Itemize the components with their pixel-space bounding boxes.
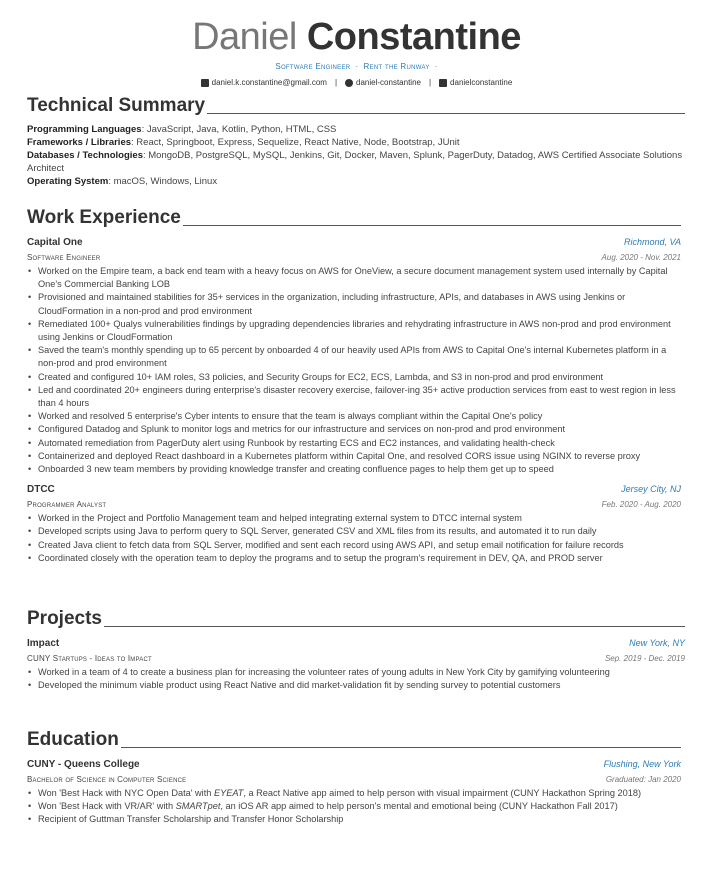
date-range: Feb. 2020 - Aug. 2020 — [601, 500, 681, 510]
bullet-item: • Onboarded 3 new team members by providing knowledge transfer and creating confluence pages to help them get up to speed — [27, 463, 681, 476]
bullet-list — [27, 265, 681, 476]
skill-label: Frameworks / Libraries — [27, 137, 132, 148]
bullet-text: , a React Native app aimed to help person with visual impairment (CUNY Hackathon Spring 2018) — [243, 788, 642, 798]
skill-row — [27, 123, 685, 136]
contact-separator: | — [428, 78, 432, 87]
section-heading — [27, 729, 681, 751]
work-experience-section — [27, 207, 681, 565]
bullet-text: Recipient of Guttman Transfer Scholarship and Transfer Honor Scholarship — [38, 814, 344, 825]
section-title: Work Experience — [27, 207, 181, 228]
entry-subheader — [27, 775, 681, 784]
bullet-item: • Coordinated closely with the operation team to deploy the programs and to setup the program's requirement in DEV, QA, and PROD server — [27, 552, 681, 565]
experience-entry — [27, 759, 681, 827]
github-text: daniel-constantine — [356, 78, 421, 87]
position-title: Software Engineer — [275, 62, 351, 71]
skill-value: : JavaScript, Java, Kotlin, Python, HTML, CSS — [141, 124, 337, 135]
section-rule — [183, 225, 681, 226]
role-title: CUNY Startups - Ideas to Impact — [27, 654, 152, 663]
bullet-item: • Containerized and deployed React dashboard in a Kubernetes platform within Capital One, and resolved CORS issue using NGINX to reverse proxy — [27, 450, 681, 463]
organization-name: Capital One — [27, 237, 83, 248]
date-range: Sep. 2019 - Dec. 2019 — [604, 654, 685, 663]
experience-entry — [27, 237, 681, 476]
section-rule — [121, 747, 681, 748]
skill-row — [27, 149, 685, 175]
organization-name: CUNY - Queens College — [27, 759, 140, 770]
bullet-item: • Created Java client to fetch data from SQL Server, modified and sent each record using AWS API, and setup email notification for failure records — [27, 539, 681, 552]
linkedin-icon — [439, 79, 447, 87]
section-title: Education — [27, 729, 119, 750]
skill-label: Databases / Technologies — [27, 150, 143, 161]
project-name: EYEAT — [213, 788, 244, 798]
project-name: SMARTpet — [175, 801, 221, 812]
location: Flushing, New York — [603, 759, 681, 769]
bullet-item: • Provisioned and maintained stabilities for 35+ services in the organization, including infrastructure, APIs, and databases in AWS using Jenkins or CloudFormation in a non-prod and prod environment — [27, 291, 681, 317]
date-range: Aug. 2020 - Nov. 2021 — [601, 253, 681, 262]
location: Jersey City, NJ — [621, 484, 681, 495]
bullet-item: • Developed scripts using Java to perform query to SQL Server, generated CSV and XML files from its results, and automated it to run daily — [27, 525, 681, 538]
role-title: Programmer Analyst — [27, 500, 107, 510]
experience-entry — [27, 484, 681, 565]
section-rule — [104, 626, 685, 627]
contact-line — [0, 78, 713, 87]
date-range: Graduated: Jan 2020 — [605, 775, 681, 784]
skill-value: : React, Springboot, Express, Sequelize, React Native, Node, Bootstrap, JUnit — [131, 137, 460, 148]
envelope-icon — [201, 79, 209, 87]
entry-header — [27, 237, 681, 248]
full-name — [0, 16, 713, 58]
position-trail: · — [434, 62, 438, 71]
experience-entry — [27, 638, 685, 692]
first-name: Daniel — [192, 16, 297, 58]
github-icon — [345, 79, 353, 87]
bullet-list — [27, 787, 681, 827]
section-heading — [27, 95, 685, 117]
bullet-item — [27, 787, 681, 800]
position-separator: · — [355, 62, 359, 71]
organization-name: Impact — [27, 638, 60, 649]
skill-value: : MongoDB, PostgreSQL, MySQL, Jenkins, Git, Docker, Maven, Splunk, PagerDuty, Datadog, AWS Certified Associate Solutions Architect — [27, 150, 683, 174]
bullet-item: • Developed the minimum viable product using React Native and did market-validation fit by sending survey to potential customers — [27, 679, 685, 692]
location: Richmond, VA — [623, 237, 681, 247]
bullet-item — [27, 800, 681, 813]
entry-header — [27, 638, 685, 649]
section-rule — [207, 113, 685, 114]
skill-label: Operating System — [27, 176, 109, 187]
bullet-item: • Saved the team's monthly spending up to 65 percent by onboarded 4 of our heavily used APIs from AWS to Capital One's internal Kubernetes platform in a non-prod and prod environment — [27, 344, 681, 370]
resume-header — [0, 0, 713, 87]
bullet-item — [27, 813, 681, 826]
work-entries — [27, 237, 681, 565]
section-title: Projects — [27, 608, 102, 629]
entry-subheader — [27, 654, 685, 663]
education-entries — [27, 759, 681, 827]
email-text: daniel.k.constantine@gmail.com — [211, 78, 327, 87]
project-entries — [27, 638, 685, 692]
linkedin-text: danielconstantine — [450, 78, 513, 87]
last-name: Constantine — [306, 16, 521, 58]
section-title: Technical Summary — [27, 95, 206, 116]
location: New York, NY — [629, 638, 685, 648]
entry-header — [27, 484, 681, 495]
bullet-item: • Worked in a team of 4 to create a business plan for increasing the volunteer rates of young adults in New York City by gamifying volunteering — [27, 666, 685, 679]
bullet-list — [27, 512, 681, 565]
bullet-item: • Worked in the Project and Portfolio Management team and helped integrating external system to DTCC internal system — [27, 512, 681, 525]
entry-subheader — [27, 253, 681, 262]
bullet-item: • Remediated 100+ Qualys vulnerabilities findings by upgrading dependencies libraries and rehydrating infrastructure in AWS non-prod and prod environment using Jenkins or CloudFormation — [27, 318, 681, 344]
entry-header — [27, 759, 681, 770]
skill-row — [27, 175, 685, 188]
skill-row — [27, 136, 685, 149]
technical-summary-section — [27, 95, 685, 188]
bullet-item: • Created and configured 10+ IAM roles, S3 policies, and Security Groups for EC2, ECS, Lambda, and S3 in non-prod and prod environment — [27, 371, 681, 384]
bullet-text: , an iOS AR app aimed to help person's mental and emotional being (CUNY Hackathon Fall 2017) — [220, 801, 618, 812]
position-company: Rent the Runway — [363, 62, 430, 71]
bullet-text: Won 'Best Hack with VR/AR' with — [38, 801, 176, 812]
bullet-item: • Led and coordinated 20+ engineers during enterprise's disaster recovery exercise, failover-ing 35+ active production services from east to west region in less than 4 hours — [27, 384, 681, 410]
section-heading — [27, 207, 681, 229]
github-link[interactable] — [345, 78, 421, 87]
bullet-item: • Automated remediation from PagerDuty alert using Runbook by restarting ECS and EC2 instances, and validating health-check — [27, 437, 681, 450]
bullet-item: • Worked and resolved 5 enterprise's Cyber intents to ensure that the team is always compliant within the Capital One's policy — [27, 410, 681, 423]
bullet-list — [27, 666, 685, 692]
bullet-item: • Configured Datadog and Splunk to monitor logs and metrics for our infrastructure and services on non-prod and prod environment — [27, 423, 681, 436]
role-title: Bachelor of Science in Computer Science — [27, 775, 187, 784]
projects-section — [27, 608, 685, 692]
skills-list — [27, 123, 685, 188]
contact-separator: | — [334, 78, 338, 87]
organization-name: DTCC — [27, 484, 55, 496]
linkedin-link[interactable] — [439, 78, 512, 87]
skill-value: : macOS, Windows, Linux — [108, 176, 218, 187]
role-title: Software Engineer — [27, 253, 101, 262]
entry-subheader — [27, 500, 681, 509]
section-heading — [27, 608, 685, 630]
bullet-text: Won 'Best Hack with NYC Open Data' with — [38, 788, 214, 798]
education-section — [27, 729, 681, 827]
email-link[interactable] — [201, 78, 327, 87]
skill-label: Programming Languages — [27, 124, 142, 135]
bullet-item: • Worked on the Empire team, a back end team with a heavy focus on AWS for OneView, a secure document management system used internally by Capital One's Commercial Banking LOB — [27, 265, 681, 291]
position-line — [0, 62, 713, 71]
